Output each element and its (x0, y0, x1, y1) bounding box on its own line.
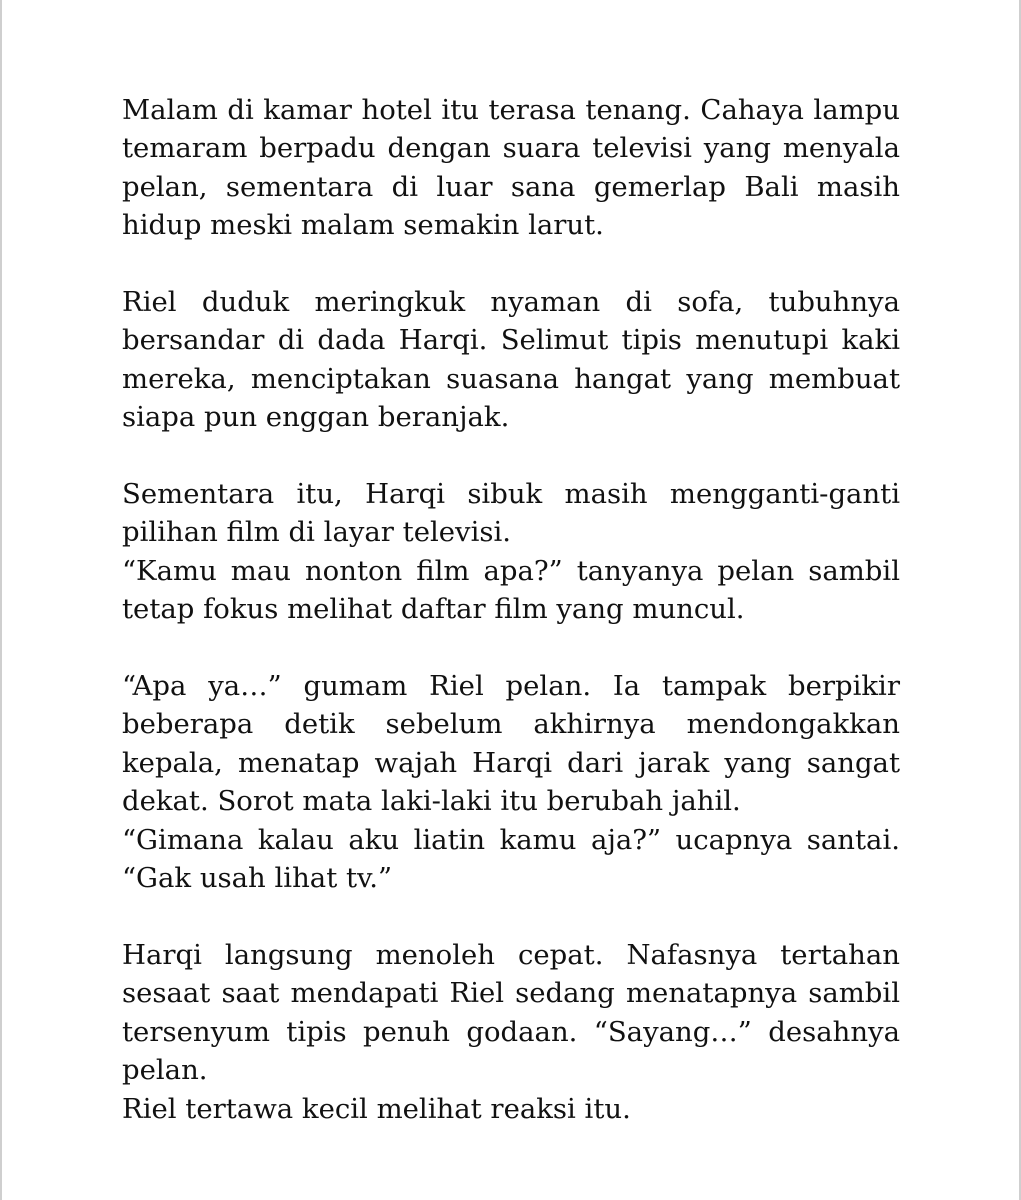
text-line: Riel duduk meringkuk nyaman di sofa, tubuhnya bersandar di dada Harqi. Selimut tipis menutupi kaki mereka, menciptakan suasana hangat yang membuat siapa pun enggan beranjak. (122, 286, 900, 434)
paragraph-5 (122, 936, 900, 1128)
paragraph-2 (122, 283, 900, 437)
text-line: Malam di kamar hotel itu terasa tenang. Cahaya lampu temaram berpadu dengan suara televisi yang menyala pelan, sementara di luar sana gemerlap Bali masih hidup meski malam semakin larut. (122, 94, 900, 242)
text-line: Riel tertawa kecil melihat reaksi itu. (122, 1092, 631, 1125)
text-line: Sementara itu, Harqi sibuk masih mengganti-ganti pilihan film di layar televisi. (122, 478, 900, 549)
dialogue-line: “Gimana kalau aku liatin kamu aja?” ucapnya santai. “Gak usah lihat tv.” (122, 823, 900, 895)
paragraph-4 (122, 667, 900, 897)
dialogue-line: “Kamu mau nonton film apa?” tanyanya pelan sambil tetap fokus melihat daftar film yang muncul. (122, 554, 900, 626)
dialogue-line: “Apa ya…” gumam Riel pelan. Ia tampak berpikir beberapa detik sebelum akhirnya mendongakkan kepala, menatap wajah Harqi dari jarak yang sangat dekat. Sorot mata laki-laki itu berubah jahil. (122, 670, 900, 818)
paragraph-1 (122, 91, 900, 245)
paragraph-3 (122, 475, 900, 629)
document-page (122, 91, 900, 1166)
text-line: Harqi langsung menoleh cepat. Nafasnya tertahan sesaat saat mendapati Riel sedang menatapnya sambil tersenyum tipis penuh godaan. “Sayang…” desahnya pelan. (122, 938, 900, 1087)
page-edge-left (0, 0, 2, 1200)
